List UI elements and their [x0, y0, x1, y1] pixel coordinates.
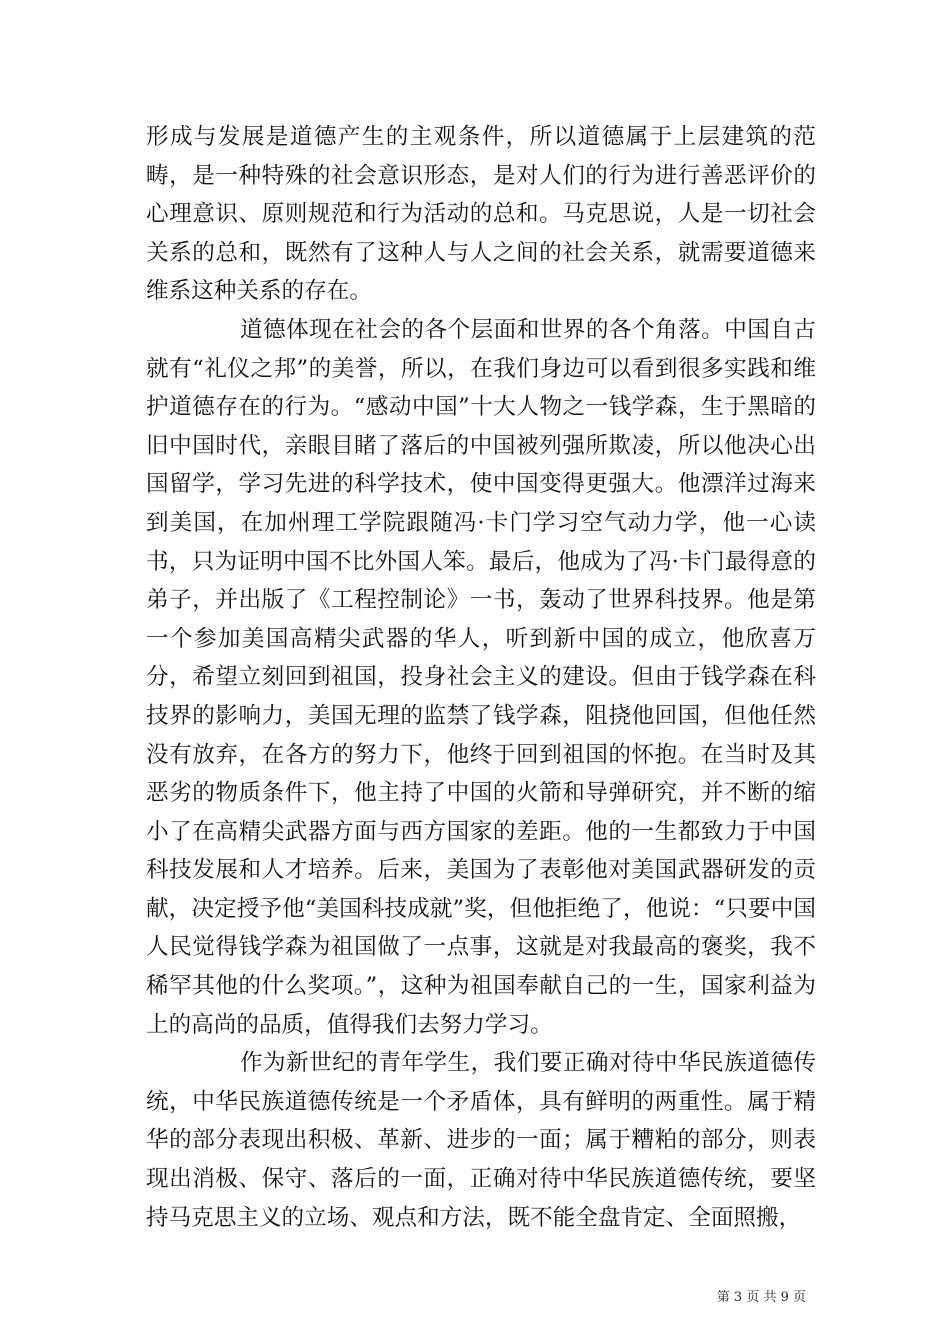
paragraph-3: 作为新世纪的青年学生，我们要正确对待中华民族道德传统，中华民族道德传统是一个矛盾体，具有鲜明的两重性。属于精华的部分表现出积极、革新、进步的一面；属于糟粕的部分，则表现出消极、保守、落后的一面，正确对待中华民族道德传统，要坚持马克思主义的立场、观点和方法，既不能全盘肯定、全面照搬，: [146, 1050, 816, 1231]
paragraph-2: 道德体现在社会的各个层面和世界的各个角落。中国自古就有“礼仪之邦”的美誉，所以，在我们身边可以看到很多实践和维护道德存在的行为。“感动中国”十大人物之一钱学森，生于黑暗的旧中国时代，亲眼目睹了落后的中国被列强所欺凌，所以他决心出国留学，学习先进的科学技术，使中国变得更强大。他漂洋过海来到美国，在加州理工学院跟随冯·卡门学习空气动力学，他一心读书，只为证明中国不比外国人笨。最后，他成为了冯·卡门最得意的弟子，并出版了《工程控制论》一书，轰动了世界科技界。他是第一个参加美国高精尖武器的华人，听到新中国的成立，他欣喜万分，希望立刻回到祖国，投身社会主义的建设。但由于钱学森在科技界的影响力，美国无理的监禁了钱学森，阻挠他回国，但他任然没有放弃，在各方的努力下，他终于回到祖国的怀抱。在当时及其恶劣的物质条件下，他主持了中国的火箭和导弹研究，并不断的缩小了在高精尖武器方面与西方国家的差距。他的一生都致力于中国科技发展和人才培养。后来，美国为了表彰他对美国武器研发的贡献，决定授予他“美国科技成就”奖，但他拒绝了，他说：“只要中国人民觉得钱学森为祖国做了一点事，这就是对我最高的褒奖，我不稀罕其他的什么奖项。”，这种为祖国奉献自己的一生，国家利益为上的高尚的品质，值得我们去努力学习。: [146, 316, 816, 1038]
body-text: [146, 118, 816, 1237]
page-footer: 第 3 页 共 9 页: [716, 1290, 806, 1305]
paragraph-1: 形成与发展是道德产生的主观条件，所以道德属于上层建筑的范畴，是一种特殊的社会意识形态，是对人们的行为进行善恶评价的心理意识、原则规范和行为活动的总和。马克思说，人是一切社会关系的总和，既然有了这种人与人之间的社会关系，就需要道德来维系这种关系的存在。: [146, 124, 816, 305]
